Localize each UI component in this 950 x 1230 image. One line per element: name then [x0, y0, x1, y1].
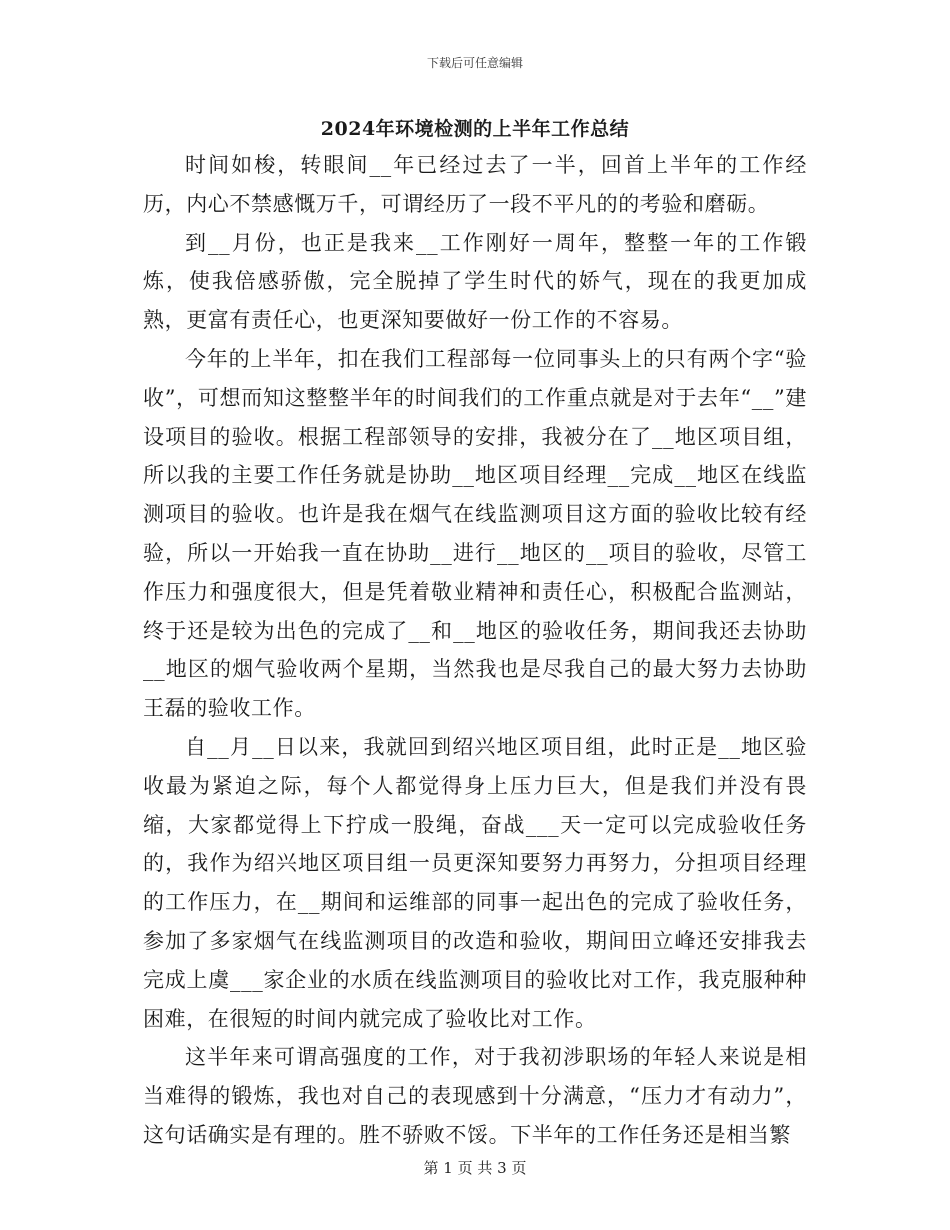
header-note: 下载后可任意编辑 [426, 56, 523, 70]
page-footer: 第 1 页 共 3 页 [423, 1159, 527, 1177]
paragraph: 时间如梭，转眼间__年已经过去了一半，回首上半年的工作经历，内心不禁感慨万千，可谓经历了一段不平凡的的考验和磨砺。 [143, 153, 807, 216]
paragraph: 这半年来可谓高强度的工作，对于我初涉职场的年轻人来说是相当难得的锻炼，我也对自己的表现感到十分满意，“压力才有动力”，这句话确实是有理的。胜不骄败不馁。下半年的工作任务还是相当繁 [143, 1045, 807, 1147]
document-title: 2024年环境检测的上半年工作总结 [320, 118, 630, 140]
document-body [143, 146, 807, 1155]
paragraph: 今年的上半年，扣在我们工程部每一位同事头上的只有两个字“验收”，可想而知这整整半年的时间我们的工作重点就是对于去年“__”建设项目的验收。根据工程部领导的安排，我被分在了__地区项目组，所以我的主要工作任务就是协助__地区项目经理__完成__地区在线监测项目的验收。也许是我在烟气在线监测项目这方面的验收比较有经验，所以一开始我一直在协助__进行__地区的__项目的验收，尽管工作压力和强度很大，但是凭着敬业精神和责任心，积极配合监测站，终于还是较为出色的完成了__和__地区的验收任务，期间我还去协助__地区的烟气验收两个星期，当然我也是尽我自己的最大努力去协助王磊的验收工作。 [143, 346, 807, 721]
paragraph: 到__月份，也正是我来__工作刚好一周年，整整一年的工作锻炼，使我倍感骄傲，完全脱掉了学生时代的娇气，现在的我更加成熟，更富有责任心，也更深知要做好一份工作的不容易。 [143, 230, 807, 333]
paragraph: 自__月__日以来，我就回到绍兴地区项目组，此时正是__地区验收最为紧迫之际，每个人都觉得身上压力巨大，但是我们并没有畏缩，大家都觉得上下拧成一股绳，奋战___天一定可以完成验收任务的，我作为绍兴地区项目组一员更深知要努力再努力，分担项目经理的工作压力，在__期间和运维部的同事一起出色的完成了验收任务，参加了多家烟气在线监测项目的改造和验收，期间田立峰还安排我去完成上虞___家企业的水质在线监测项目的验收比对工作，我克服种种困难，在很短的时间内就完成了验收比对工作。 [143, 734, 807, 1031]
